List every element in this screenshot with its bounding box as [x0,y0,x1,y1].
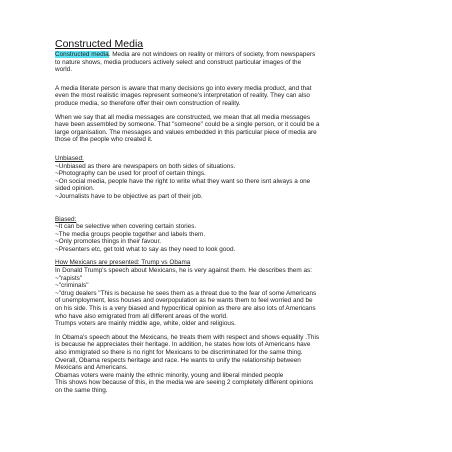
paragraph-line: When we say that all media messages are constructed, we mean that all media messages [55,113,311,121]
list-item: ~On social media, people have the right to write what they want so there isnt always a one [55,177,311,185]
paragraph-line: Obamas voters were mainly the ethnic minority, young and liberal minded people [55,371,284,379]
list-item: ~Photography can be used for proof of certain things. [55,170,206,178]
paragraph-line: also immigrated so there is no right for Mexicans to be discriminated for the same thing. [55,349,303,356]
paragraph-line: In Donald Trump's speech about Mexicans, he is very against them. He describes them as: [55,267,312,275]
paragraph-line: is because he appreciates their heritage. In addition, he states how lots of Americans have [55,341,311,349]
highlighted-term: Constructed media [55,51,109,58]
paragraph-line: ~"drug dealers "This is because he sees them as a threat due to the fear of some Americans [55,289,317,297]
paragraph-line: This shows how because of this, in the media we are seeing 2 completely different opinions [55,379,314,387]
document-title: Constructed Media [55,38,144,50]
trump-section [55,259,400,327]
constructed-messages-paragraph [55,114,400,144]
paragraph-line: even the most realistic images represent someone's interpretation of reality. They can also [55,92,310,100]
unbiased-section [55,155,400,201]
unbiased-heading: Unbiased: [55,154,84,162]
intro-line: world. [55,66,73,74]
biased-heading: Biased: [55,215,77,223]
paragraph-line: Overall, Obama respects heritage and race. He wants to unify the relationship between [55,356,301,364]
paragraph-line: of unemployment, less houses and overpopulation as he wants them to feel worried and be [55,297,313,305]
list-item: ~Journalists have to be objective as part of their job. [55,192,203,200]
list-item: ~Only promotes things in their favour. [55,238,162,246]
document-body [55,38,400,401]
paragraph-line: have been assembled by someone. That "someone" could be a single person, or it could be a [55,121,320,129]
paragraph-line: large organisation. The messages and values embedded in this particular piece of media are [55,128,317,136]
list-item: ~Presenters etc, get told what to say as they need to look good. [55,245,236,253]
paragraph-line: In Obama's speech about the Mexicans, he treats them with respect and shows equality .This [55,333,320,341]
intro-line: to nature shows, media producers actively select and construct particular images of the [55,58,302,66]
list-item: ~It can be selective when covering certain stories. [55,223,197,231]
paragraph-line: ~"rapists" [55,274,83,282]
biased-section [55,216,400,254]
paragraph-line: on the same thing. [55,386,108,394]
paragraph-line: ~"criminals" [55,282,89,290]
paragraph-line: A media literate person is aware that many decisions go into every media product, and that [55,84,312,92]
list-item: ~The media groups people together and labels them. [55,230,206,238]
obama-section [55,334,400,395]
paragraph-line: produce media, so therefore offer their own construction of reality. [55,99,241,107]
intro-paragraph [55,51,400,74]
list-item: sided opinion. [55,185,95,193]
paragraph-line: who have also emigrated from all different areas of the world. [55,312,228,320]
media-literate-paragraph [55,85,400,108]
paragraph-line: Trumps voters are mainly middle age, white, older and religious. [55,320,236,328]
paragraph-line: those of the people who created it. [55,136,153,144]
paragraph-line: Mexicans and Americans. [55,364,128,372]
intro-first-line [55,51,400,59]
intro-first-line-rest: . Media are not windows on reality or mirrors of society, from newspapers [108,51,316,58]
paragraph-line: on his side. This is a very biased and hypocritical opinion as there are also lots of Americans [55,305,316,313]
mexicans-heading: How Mexicans are presented: Trump vs Obama [55,259,191,267]
list-item: ~Unbiased as there are newspapers on both sides of situations. [55,162,236,170]
